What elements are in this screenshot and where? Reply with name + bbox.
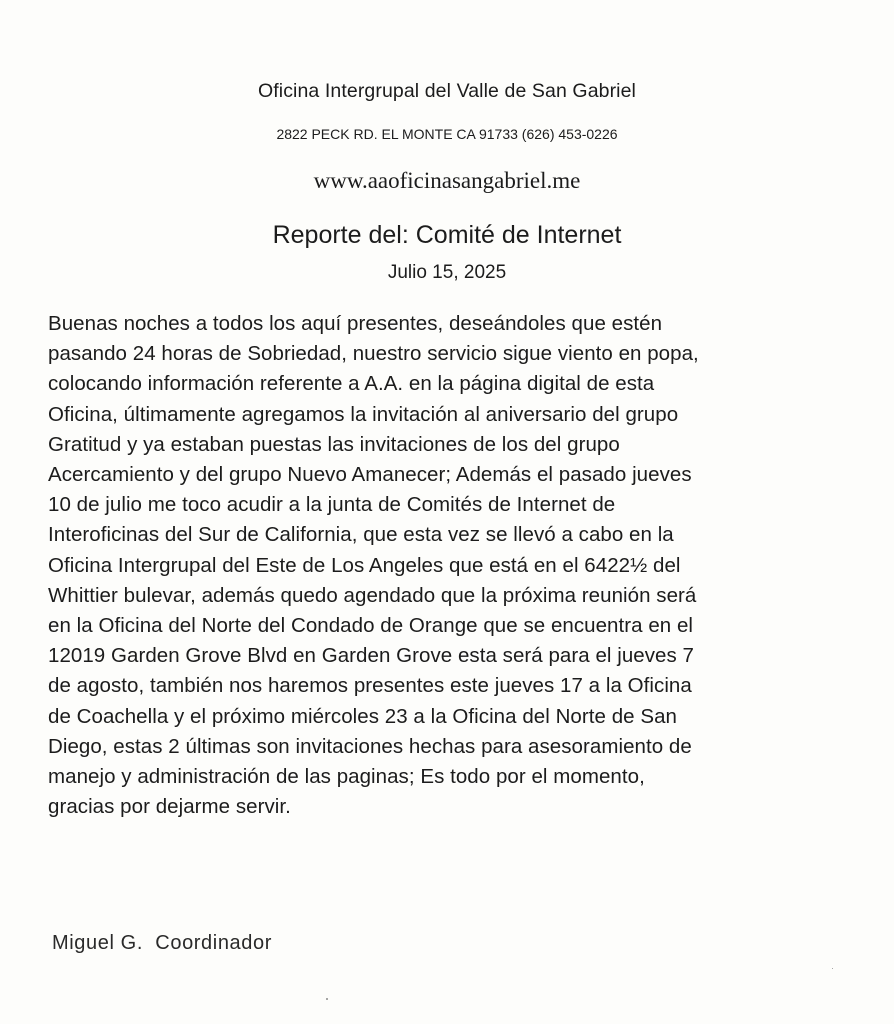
body-line: Buenas noches a todos los aquí presentes, deseándoles que estén bbox=[48, 312, 663, 335]
body-line: Interoficinas del Sur de California, que esta vez se llevó a cabo en la bbox=[48, 523, 674, 547]
scan-speck bbox=[326, 998, 328, 1000]
organization-name: Oficina Intergrupal del Valle de San Gabriel bbox=[257, 80, 636, 102]
organization-address: 2822 PECK RD. EL MONTE CA 91733 (626) 453-0226 bbox=[276, 126, 618, 142]
website-address: www.aaoficinasangabriel.me bbox=[313, 168, 581, 193]
body-line: gracias por dejarme servir. bbox=[48, 795, 291, 819]
body-line: Acercamiento y del grupo Nuevo Amanecer; Además el pasado jueves bbox=[48, 463, 692, 487]
body-line: de Coachella y el próximo miércoles 23 a la Oficina del Norte de San bbox=[48, 704, 677, 728]
signature-line: Miguel G. Coordinador bbox=[52, 932, 272, 954]
body-line: colocando información referente a A.A. en la página digital de esta bbox=[48, 372, 655, 396]
report-date: Julio 15, 2025 bbox=[387, 262, 507, 283]
body-line: Whittier bulevar, además quedo agendado que la próxima reunión será bbox=[48, 583, 697, 607]
body-line: de agosto, también nos haremos presentes este jueves 17 a la Oficina bbox=[48, 674, 692, 698]
body-line: Oficina Intergrupal del Este de Los Angeles que está en el 6422½ del bbox=[48, 553, 681, 577]
body-line: 12019 Garden Grove Blvd en Garden Grove esta será para el jueves 7 bbox=[48, 644, 695, 668]
report-body bbox=[48, 309, 848, 822]
scan-speck bbox=[832, 968, 833, 969]
body-line: manejo y administración de las paginas; Es todo por el momento, bbox=[48, 765, 645, 789]
body-line: Gratitud y ya estaban puestas las invitaciones de los del grupo bbox=[48, 432, 620, 456]
body-line: Oficina, últimamente agregamos la invitación al aniversario del grupo bbox=[48, 402, 679, 426]
body-line: en la Oficina del Norte del Condado de Orange que se encuentra en el bbox=[48, 614, 694, 638]
body-line: Diego, estas 2 últimas son invitaciones hechas para asesoramiento de bbox=[48, 734, 692, 758]
body-line: pasando 24 horas de Sobriedad, nuestro servicio sigue viento en popa, bbox=[48, 342, 699, 366]
report-title: Reporte del: Comité de Internet bbox=[272, 221, 622, 249]
body-line: 10 de julio me toco acudir a la junta de Comités de Internet de bbox=[48, 493, 616, 517]
